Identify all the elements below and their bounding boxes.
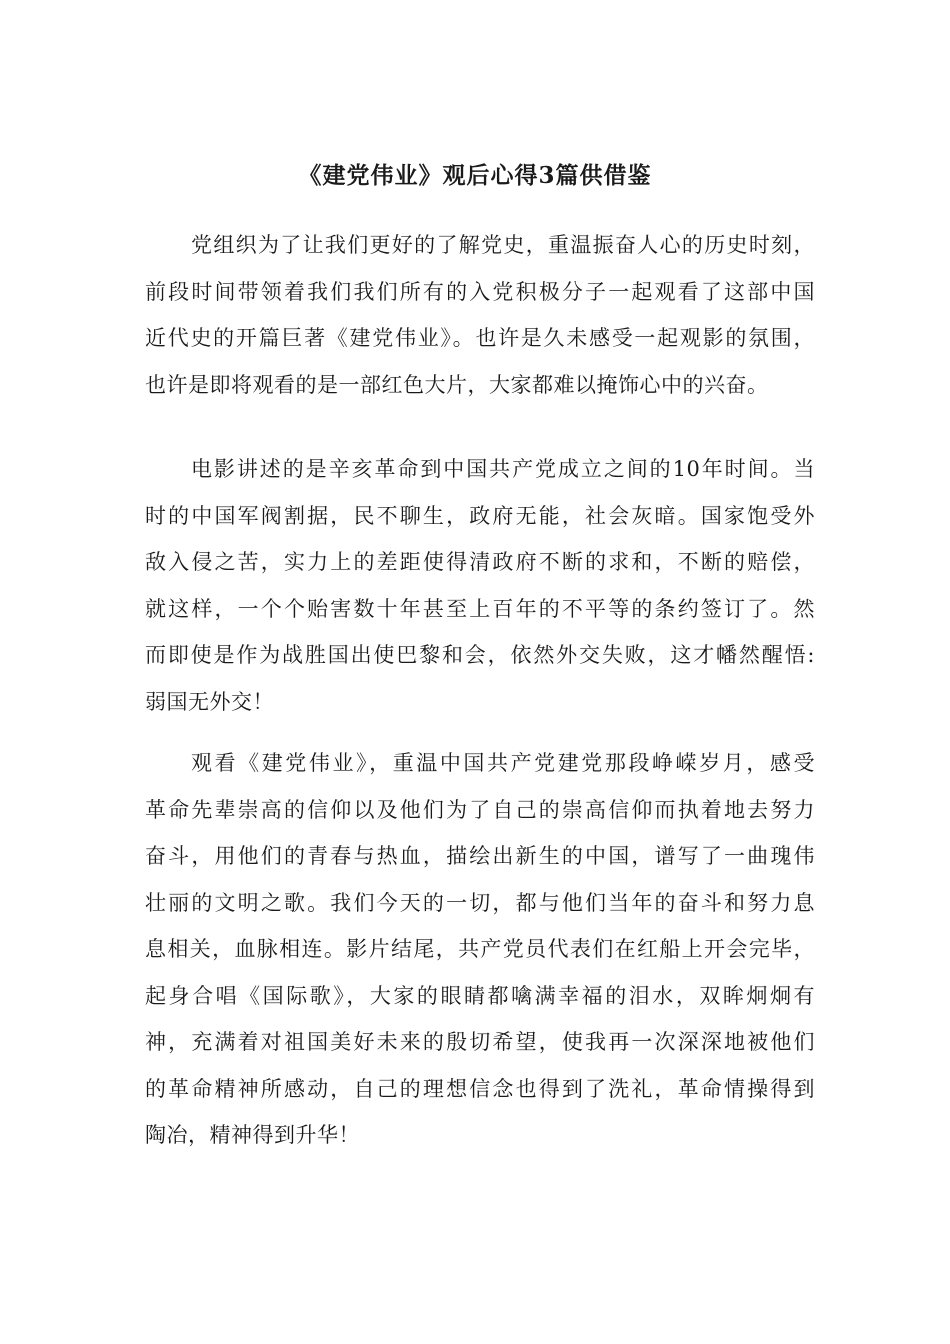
paragraph-line: 而即使是作为战胜国出使巴黎和会，依然外交失败，这才幡然醒悟: [145, 643, 815, 667]
paragraph-line: 奋斗，用他们的青春与热血，描绘出新生的中国，谱写了一曲瑰伟 [145, 844, 815, 868]
paragraph-line: 党组织为了让我们更好的了解党史，重温振奋人心的历史时刻， [191, 233, 815, 257]
paragraph-line: 壮丽的文明之歌。我们今天的一切，都与他们当年的奋斗和努力息 [145, 890, 815, 915]
paragraph-line: 也许是即将观看的是一部红色大片，大家都难以掩饰心中的兴奋。 [145, 372, 769, 397]
paragraph-line: 起身合唱《国际歌》，大家的眼睛都噙满幸福的泪水，双眸炯炯有 [145, 983, 815, 1008]
paragraph-line: 的革命精神所感动，自己的理想信念也得到了洗礼，革命情操得到 [145, 1076, 815, 1101]
paragraph-3 [145, 740, 815, 1159]
paragraph-line: 陶冶，精神得到升华！ [145, 1123, 360, 1147]
paragraph-line: 观看《建党伟业》，重温中国共产党建党那段峥嵘岁月，感受 [191, 751, 815, 775]
paragraph-1 [145, 222, 815, 408]
paragraph-line: 前段时间带领着我们我们所有的入党积极分子一起观看了这部中国 [145, 279, 815, 304]
paragraph-line: 时的中国军阀割据，民不聊生，政府无能，社会灰暗。国家饱受外 [145, 503, 815, 528]
paragraph-line: 神，充满着对祖国美好未来的殷切希望，使我再一次深深地被他们 [145, 1030, 815, 1054]
paragraph-line: 近代史的开篇巨著《建党伟业》。也许是久未感受一起观影的氛围， [145, 326, 815, 350]
paragraph-line: 电影讲述的是辛亥革命到中国共产党成立之间的10年时间。当 [191, 457, 815, 481]
paragraph-line: 就这样，一个个贻害数十年甚至上百年的不平等的条约签订了。然 [145, 596, 815, 621]
paragraph-line: 弱国无外交！ [145, 689, 274, 714]
paragraph-line: 敌入侵之苦，实力上的差距使得清政府不断的求和，不断的赔偿， [145, 550, 815, 574]
paragraph-2 [145, 446, 815, 725]
paragraph-line: 革命先辈崇高的信仰以及他们为了自己的崇高信仰而执着地去努力 [145, 797, 815, 822]
paragraph-line: 息相关，血脉相连。影片结尾，共产党员代表们在红船上开会完毕， [145, 937, 815, 961]
document-title: 《建党伟业》观后心得3篇供借鉴 [298, 162, 652, 189]
